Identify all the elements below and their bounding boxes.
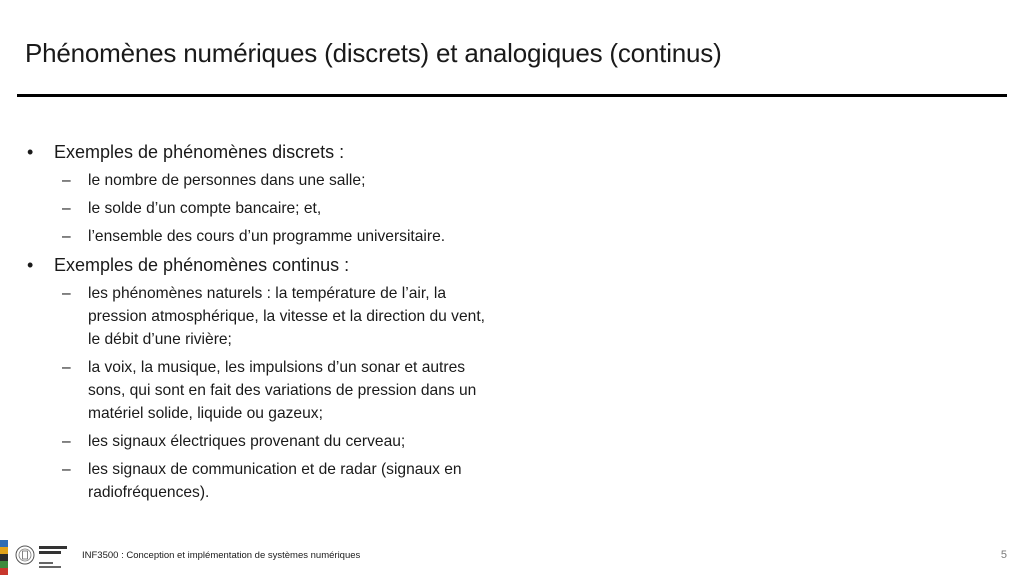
dash-icon: – xyxy=(62,461,71,478)
list-item-text: les signaux de communication et de radar (signaux en radiofréquences). xyxy=(88,461,462,501)
list-item xyxy=(0,282,510,351)
bullet-icon: • xyxy=(27,255,34,275)
seal-icon xyxy=(0,538,72,576)
list-item xyxy=(0,225,510,248)
list-item xyxy=(0,430,510,453)
list-item-text: l’ensemble des cours d’un programme universitaire. xyxy=(88,228,446,245)
dash-icon: – xyxy=(62,359,71,376)
page-number: 5 xyxy=(1000,549,1007,561)
list-item-text: la voix, la musique, les impulsions d’un sonar et autres sons, qui sont en fait des variations de pression dans un matériel solide, liquide ou gazeux; xyxy=(88,359,477,422)
list-item xyxy=(0,197,510,220)
dash-icon: – xyxy=(62,200,71,217)
footer-course: INF3500 : Conception et implémentation de systèmes numériques xyxy=(82,550,361,561)
title-divider xyxy=(17,94,1007,97)
bullet-heading xyxy=(0,253,520,277)
list-item xyxy=(0,169,510,192)
heading-text: Exemples de phénomènes discrets : xyxy=(54,142,345,162)
bullet-heading xyxy=(0,140,520,164)
list-item-text: les signaux électriques provenant du cerveau; xyxy=(88,433,406,450)
sub-list xyxy=(0,282,520,504)
dash-icon: – xyxy=(62,433,71,450)
bullet-icon: • xyxy=(27,142,34,162)
list-item-text: le solde d’un compte bancaire; et, xyxy=(88,200,322,217)
list-item xyxy=(0,458,510,504)
list-item-text: les phénomènes naturels : la température de l’air, la pression atmosphérique, la vitesse et la direction du vent, le débit d’une rivière; xyxy=(88,285,485,348)
list-item xyxy=(0,356,510,425)
dash-icon: – xyxy=(62,228,71,245)
polytechnique-logo xyxy=(0,538,72,576)
dash-icon: – xyxy=(62,172,71,189)
list-item-text: le nombre de personnes dans une salle; xyxy=(88,172,366,189)
heading-text: Exemples de phénomènes continus : xyxy=(54,255,350,275)
section-discrete xyxy=(0,140,520,248)
slide-title: Phénomènes numériques (discrets) et analogiques (continus) xyxy=(25,38,722,68)
sub-list xyxy=(0,169,520,248)
slide-body xyxy=(0,140,520,509)
dash-icon: – xyxy=(62,285,71,302)
section-continuous xyxy=(0,253,520,504)
